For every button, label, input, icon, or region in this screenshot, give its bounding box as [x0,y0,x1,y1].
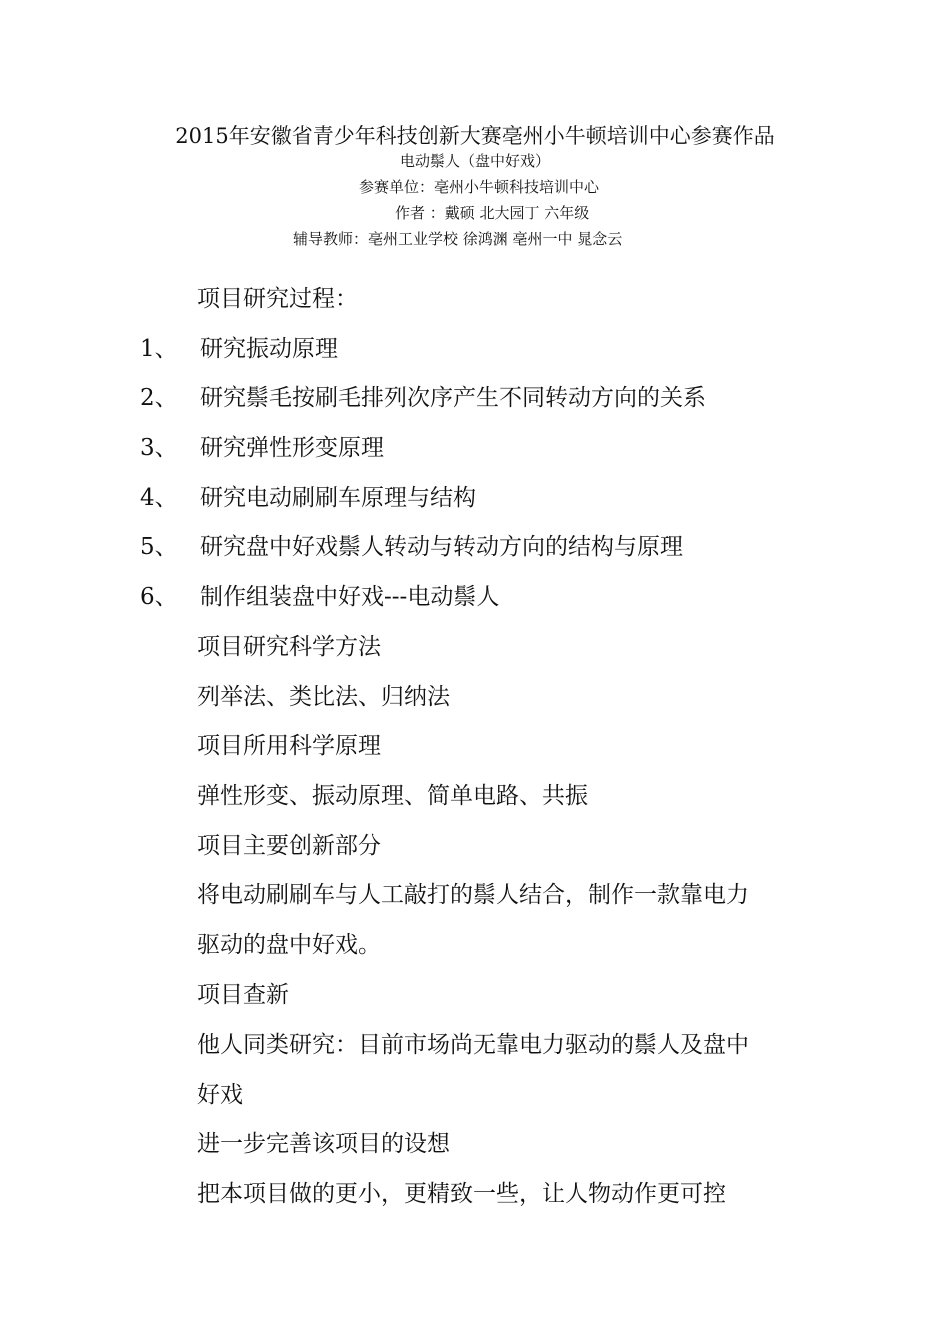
step-text: 研究鬃毛按刷毛排列次序产生不同转动方向的关系 [200,385,706,411]
process-heading: 项目研究过程： [197,286,358,312]
principle-heading: 项目所用科学原理 [197,733,381,759]
step-text: 研究振动原理 [200,336,338,362]
novelty-heading: 项目查新 [197,982,289,1008]
step-number: 3、 [140,435,178,461]
novelty-text-line-2: 好戏 [197,1082,243,1108]
method-heading: 项目研究科学方法 [197,634,381,660]
author-line: 作者 ：戴硕 北大园丁 六年级 [395,204,590,222]
work-name: 电动鬃人（盘中好戏） [399,152,550,170]
process-step-6 [140,582,499,612]
document-title: 2015年安徽省青少年科技创新大赛亳州小牛顿培训中心参赛作品 [175,124,775,148]
step-number: 5、 [140,534,178,560]
step-number: 4、 [140,485,178,511]
step-number: 1、 [140,336,178,362]
teacher-line: 辅导教师：亳州工业学校 徐鸿渊 亳州一中 晁念云 [293,230,623,248]
novelty-text-line-1: 他人同类研究：目前市场尚无靠电力驱动的鬃人及盘中 [197,1032,749,1058]
step-number: 6、 [140,584,178,610]
entry-unit: 参赛单位：亳州小牛顿科技培训中心 [359,178,600,196]
step-text: 研究盘中好戏鬃人转动与转动方向的结构与原理 [200,534,683,560]
step-text: 研究电动刷刷车原理与结构 [200,485,476,511]
process-step-4 [140,483,476,513]
improve-heading: 进一步完善该项目的设想 [197,1131,450,1157]
step-text: 制作组装盘中好戏---电动鬃人 [200,584,500,610]
step-number: 2、 [140,385,178,411]
process-step-2 [140,383,706,413]
innovation-text-line-2: 驱动的盘中好戏。 [197,932,381,958]
principle-text: 弹性形变、振动原理、简单电路、共振 [197,783,588,809]
improve-text-line-1: 把本项目做的更小，更精致一些，让人物动作更可控 [197,1181,726,1207]
process-step-3 [140,433,384,463]
process-step-1 [140,334,338,364]
innovation-heading: 项目主要创新部分 [197,833,381,859]
process-step-5 [140,532,683,562]
innovation-text-line-1: 将电动刷刷车与人工敲打的鬃人结合，制作一款靠电力 [197,882,749,908]
step-text: 研究弹性形变原理 [200,435,384,461]
method-text: 列举法、类比法、归纳法 [197,684,450,710]
